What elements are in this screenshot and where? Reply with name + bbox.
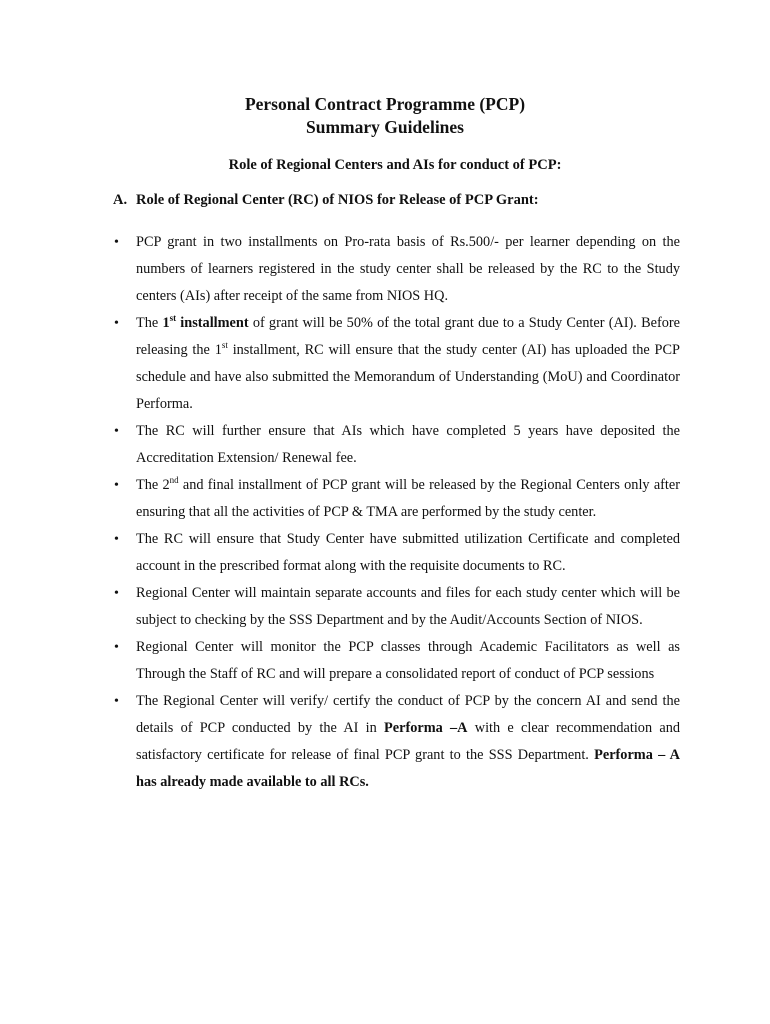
text-run: The <box>136 315 163 331</box>
text-run: with e clear recommendation and satisfactory certificate for release of final PCP grant to the SSS Department. <box>136 720 680 763</box>
text-run: The Regional Center will verify/ certify the conduct of PCP by the concern AI and send the details of PCP conducted by the AI in <box>136 693 680 736</box>
bold-text: Performa – A has already made available to all RCs. <box>136 747 681 790</box>
document-subtitle: Summary Guidelines <box>305 117 464 137</box>
list-item <box>0 688 770 796</box>
list-item-text <box>136 472 680 526</box>
bullet-icon: • <box>114 424 119 439</box>
text-run: and final installment of PCP grant will be released by the Regional Centers only after ensuring that all the activities of PCP & TMA are performed by the study center. <box>136 477 680 520</box>
section-a-heading <box>113 190 539 210</box>
superscript: st <box>169 313 177 324</box>
document-title: Personal Contract Programme (PCP) <box>244 94 526 114</box>
list-item <box>0 229 770 310</box>
text-run: installment <box>176 315 249 331</box>
bullet-icon: • <box>114 694 119 709</box>
list-item-text <box>136 688 680 796</box>
bold-text <box>162 315 248 331</box>
bullet-icon: • <box>114 478 119 493</box>
bullet-icon: • <box>114 235 119 250</box>
list-item-text: Regional Center will maintain separate accounts and files for each study center which will be subject to checking by the SSS Department and by the Audit/Accounts Section of NIOS. <box>136 585 680 628</box>
bold-text: Performa –A <box>384 720 468 736</box>
list-item-text: PCP grant in two installments on Pro-rata basis of Rs.500/- per learner depending on the numbers of learners registered in the study center shall be released by the RC to the Study centers (AIs) after receipt of the same from NIOS HQ. <box>136 234 680 304</box>
list-item-text: Regional Center will monitor the PCP classes through Academic Facilitators as well as Through the Staff of RC and will prepare a consolidated report of conduct of PCP sessions <box>136 639 680 682</box>
bullet-icon: • <box>114 316 119 331</box>
text-run: installment, RC will ensure that the study center (AI) has uploaded the PCP schedule and have also submitted the Memorandum of Understanding (MoU) and Coordinator Performa. <box>136 342 680 412</box>
list-item <box>0 418 770 472</box>
list-item-text <box>136 310 680 418</box>
list-item-text: The RC will ensure that Study Center have submitted utilization Certificate and completed account in the prescribed format along with the requisite documents to RC. <box>136 531 680 574</box>
section-heading-text: Role of Regional Center (RC) of NIOS for Release of PCP Grant: <box>136 192 539 208</box>
list-item <box>0 310 770 418</box>
section-letter: A. <box>113 192 128 208</box>
text-run: of grant will be 50% of the total grant due to a Study Center (AI). Before releasing the 1 <box>136 315 680 358</box>
superscript: nd <box>169 475 179 486</box>
guideline-list <box>0 229 770 796</box>
list-item-text: The RC will further ensure that AIs which have completed 5 years have deposited the Accreditation Extension/ Renewal fee. <box>136 423 680 466</box>
superscript: st <box>221 340 228 351</box>
bullet-icon: • <box>114 532 119 547</box>
bullet-icon: • <box>114 586 119 601</box>
list-item <box>0 526 770 580</box>
text-run: 1 <box>162 315 170 331</box>
bullet-icon: • <box>114 640 119 655</box>
text-run: The 2 <box>136 477 170 493</box>
section-intro-heading: Role of Regional Centers and AIs for conduct of PCP: <box>228 157 562 173</box>
list-item <box>0 634 770 688</box>
list-item <box>0 580 770 634</box>
list-item <box>0 472 770 526</box>
